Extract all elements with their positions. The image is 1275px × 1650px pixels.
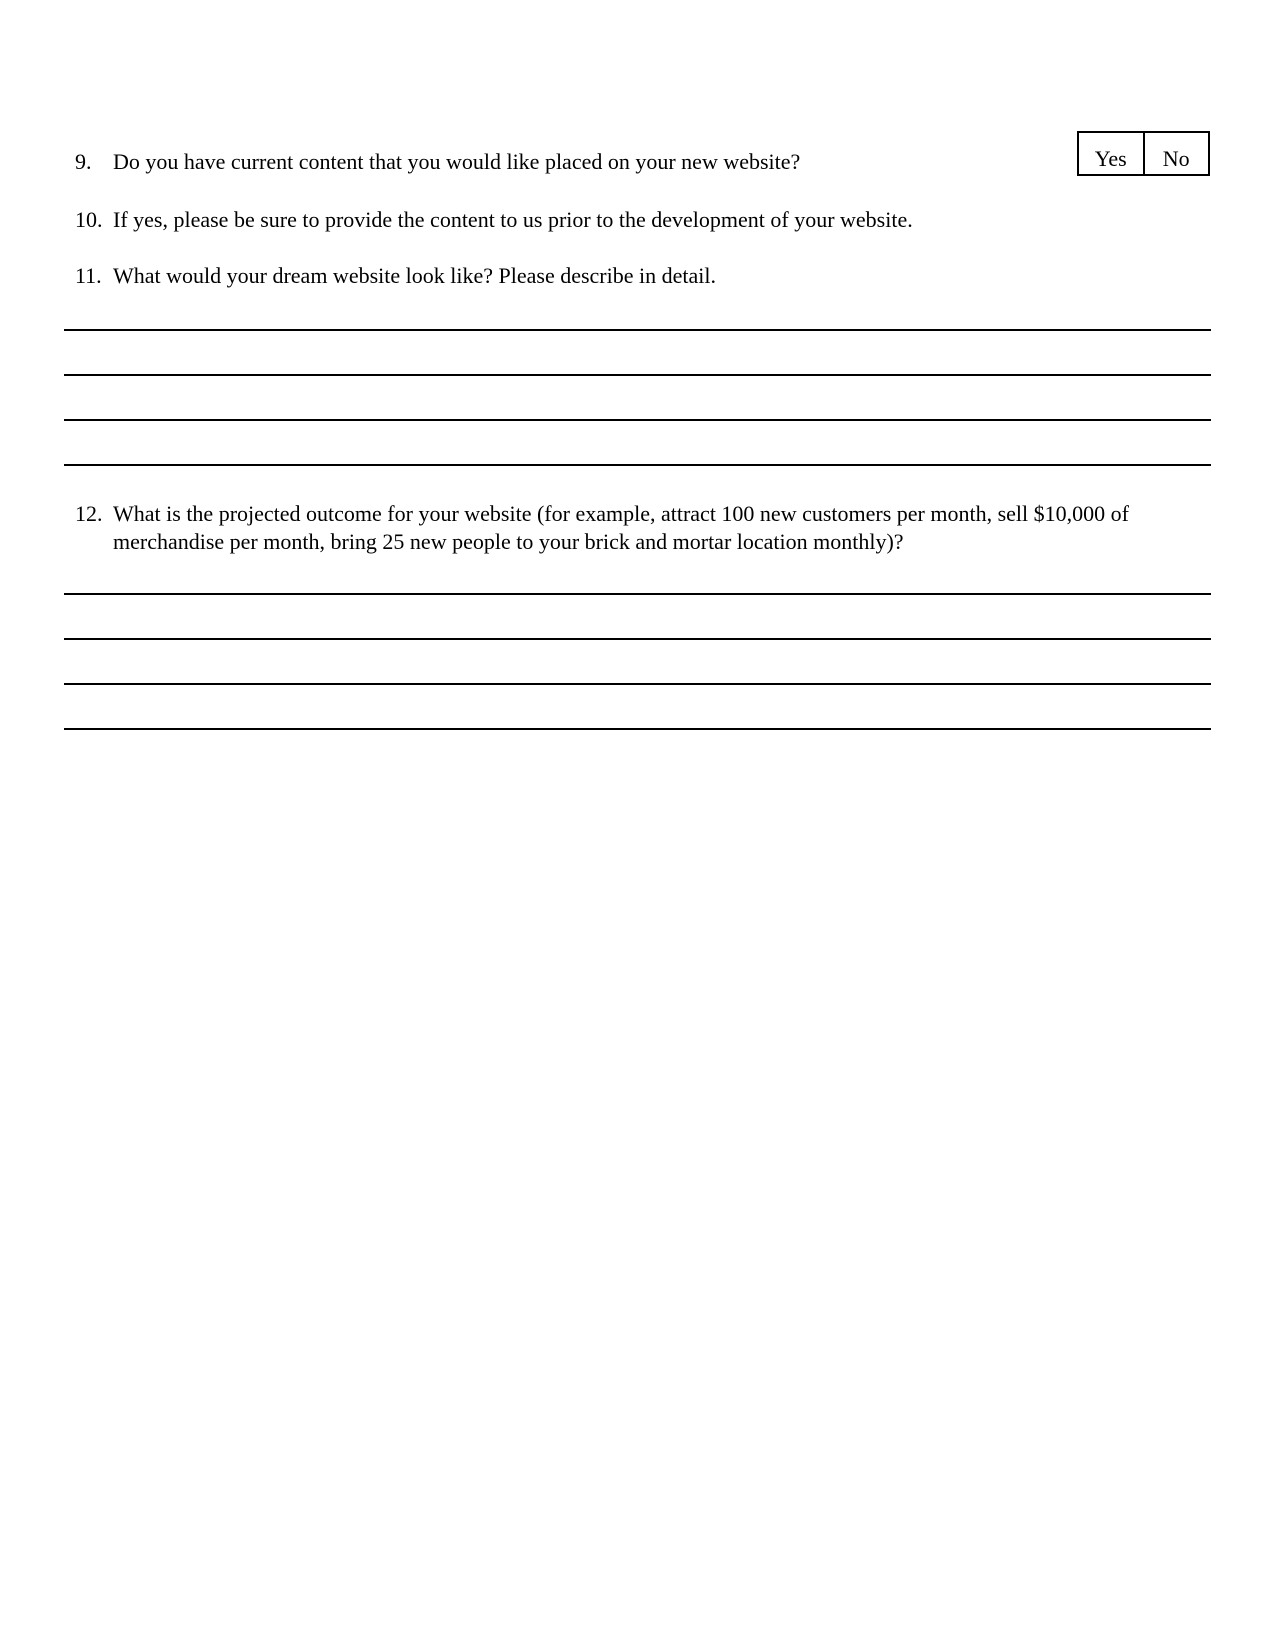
q11-answer-line-2 (64, 374, 1211, 376)
q12-answer-line-4 (64, 728, 1211, 730)
question-text: If yes, please be sure to provide the content to us prior to the development of your website. (113, 207, 913, 232)
no-option[interactable]: No (1143, 133, 1209, 174)
question-11 (0, 262, 1275, 292)
q12-answer-input-3[interactable] (64, 649, 1211, 683)
yes-no-box (1077, 131, 1210, 176)
question-12 (0, 500, 1275, 560)
q11-answer-input-1[interactable] (64, 295, 1211, 329)
q11-answer-line-3 (64, 419, 1211, 421)
q12-answer-line-1 (64, 593, 1211, 595)
q11-answer-line-4 (64, 464, 1211, 466)
q11-answer-input-2[interactable] (64, 340, 1211, 374)
yes-option[interactable]: Yes (1094, 146, 1127, 171)
question-text: What would your dream website look like? Please describe in detail. (113, 263, 716, 288)
q11-answer-line-1 (64, 329, 1211, 331)
q12-answer-input-4[interactable] (64, 694, 1211, 728)
question-number: 12. (75, 501, 103, 526)
q12-answer-input-1[interactable] (64, 559, 1211, 593)
question-number: 11. (75, 263, 102, 288)
question-number: 9. (75, 149, 92, 174)
question-text: Do you have current content that you would like placed on your new website? (113, 149, 801, 174)
q12-answer-line-2 (64, 638, 1211, 640)
question-10 (0, 206, 1275, 236)
q12-answer-line-3 (64, 683, 1211, 685)
question-text: What is the projected outcome for your website (for example, attract 100 new customers per month, sell $10,000 of merchandise per month, bring 25 new people to your brick and mortar location monthly)? (113, 501, 1129, 554)
q11-answer-input-3[interactable] (64, 385, 1211, 419)
q12-answer-input-2[interactable] (64, 604, 1211, 638)
question-number: 10. (75, 207, 103, 232)
q11-answer-input-4[interactable] (64, 430, 1211, 464)
